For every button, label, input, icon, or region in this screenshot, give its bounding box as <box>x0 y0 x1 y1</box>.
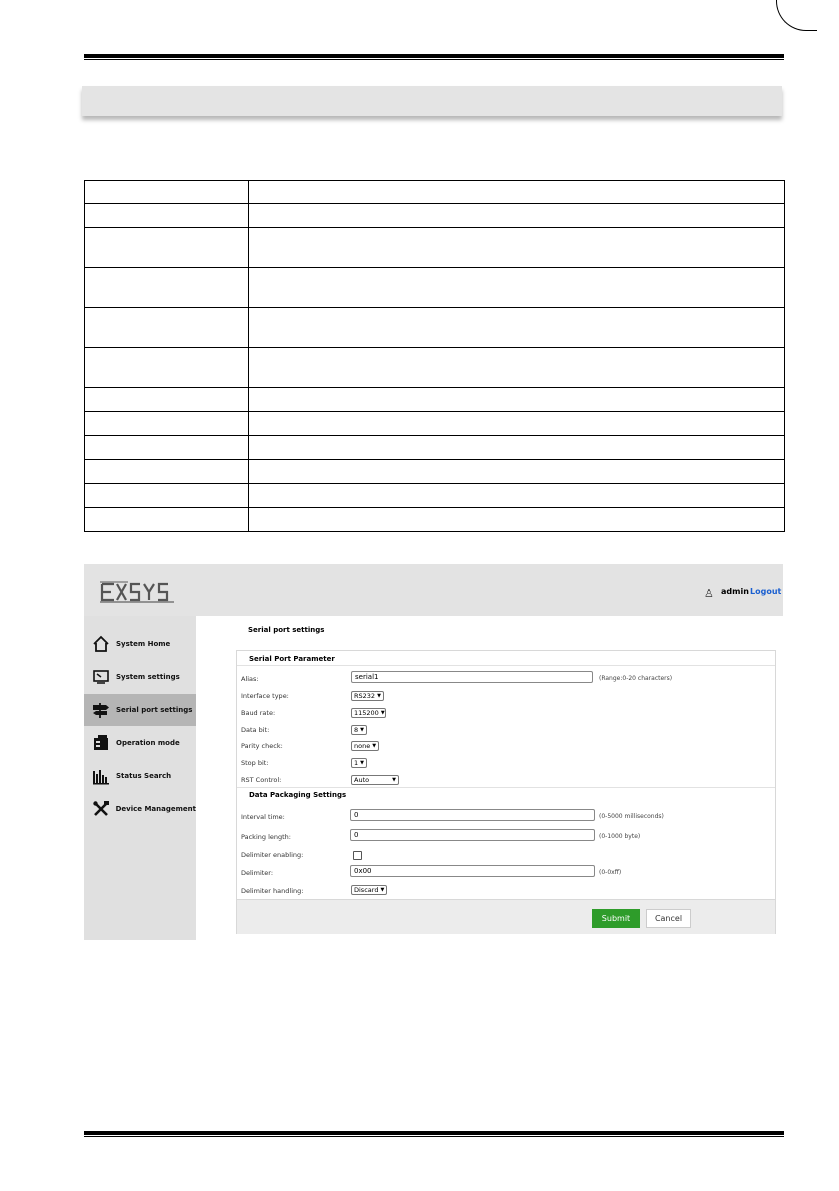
interface-type-select[interactable] <box>351 691 384 701</box>
sidebar-item-label: System settings <box>116 673 180 681</box>
sidebar-item-label: System Home <box>116 640 171 648</box>
baud-rate-label: Baud rate: <box>241 709 276 717</box>
web-ui-screenshot <box>84 564 783 940</box>
main-content <box>196 616 783 940</box>
table-row <box>85 228 785 268</box>
packing-length-input[interactable] <box>350 829 595 841</box>
interface-type-label: Interface type: <box>241 692 289 700</box>
chevron-down-icon: ▼ <box>360 760 364 766</box>
interface-type-value: RS232 <box>354 692 376 700</box>
data-bit-value: 8 <box>354 726 359 734</box>
interval-time-input[interactable] <box>350 809 595 821</box>
sidebar-item-label: Operation mode <box>116 739 180 747</box>
data-bit-label: Data bit: <box>241 726 270 734</box>
baud-rate-select[interactable] <box>351 708 386 718</box>
table-row <box>85 308 785 348</box>
interval-time-hint: (0-5000 milliseconds) <box>599 813 664 820</box>
footer-rule <box>84 1131 784 1135</box>
interval-time-label: Interval time: <box>241 813 285 821</box>
page-corner-mark <box>776 0 817 31</box>
packing-length-hint: (0-1000 byte) <box>599 833 641 840</box>
logout-link[interactable]: Logout <box>750 587 782 596</box>
alias-input[interactable] <box>351 671 593 683</box>
top-bar <box>84 564 783 616</box>
sidebar-item-operation-mode[interactable] <box>84 727 196 759</box>
sidebar-item-serial-port-settings[interactable] <box>84 694 196 726</box>
divider <box>237 787 775 788</box>
submit-button[interactable]: Submit <box>592 909 640 928</box>
sidebar-item-label: Device Management <box>115 805 196 813</box>
delimiter-label: Delimiter: <box>241 869 274 877</box>
table-row <box>85 268 785 308</box>
chevron-down-icon: ▼ <box>380 887 385 893</box>
rst-control-value: Auto <box>354 776 370 784</box>
rst-control-label: RST Control: <box>241 776 282 784</box>
table-row <box>85 388 785 412</box>
parity-check-select[interactable] <box>351 741 379 751</box>
footer-rule-thin <box>84 1136 784 1137</box>
table-row <box>85 436 785 460</box>
chevron-down-icon: ▼ <box>372 743 377 749</box>
delimiter-handling-value: Discard <box>354 886 379 894</box>
packaging-section-title: Data Packaging Settings <box>249 791 347 799</box>
user-icon: ♙ <box>704 587 714 600</box>
table-row <box>85 484 785 508</box>
machine-icon <box>91 733 111 753</box>
section-header-band <box>82 86 782 116</box>
stop-bit-select[interactable] <box>351 758 367 768</box>
sidebar <box>84 616 196 940</box>
parity-check-label: Parity check: <box>241 742 283 750</box>
monitor-icon <box>91 667 111 687</box>
stop-bit-label: Stop bit: <box>241 759 269 767</box>
chevron-down-icon: ▼ <box>377 693 381 699</box>
chevron-down-icon: ▼ <box>360 727 364 733</box>
page-title: Serial port settings <box>248 626 325 634</box>
table-row <box>85 508 785 532</box>
table-row <box>85 460 785 484</box>
spec-table <box>84 180 785 532</box>
sidebar-item-device-management[interactable] <box>84 793 196 825</box>
delimiter-hint: (0-0xff) <box>599 869 622 876</box>
delimiter-input[interactable] <box>350 865 595 877</box>
delimiter-handling-select[interactable] <box>351 885 387 895</box>
sidebar-item-label: Status Search <box>116 772 172 780</box>
table-row <box>85 412 785 436</box>
sidebar-item-system-home[interactable] <box>84 628 196 660</box>
serial-section-title: Serial Port Parameter <box>249 655 335 663</box>
data-bit-select[interactable] <box>351 725 367 735</box>
sidebar-item-label: Serial port settings <box>116 706 193 714</box>
form-footer <box>237 899 775 934</box>
baud-rate-value: 115200 <box>354 709 379 717</box>
home-icon <box>91 634 111 654</box>
equalizer-icon <box>91 766 111 786</box>
parity-check-value: none <box>354 742 371 750</box>
stop-bit-value: 1 <box>354 759 359 767</box>
alias-hint: (Range:0-20 characters) <box>599 675 673 682</box>
chevron-down-icon: ▼ <box>380 710 385 716</box>
packing-length-label: Packing length: <box>241 833 291 841</box>
delimiter-enabling-checkbox[interactable] <box>353 851 362 860</box>
delimiter-enabling-label: Delimiter enabling: <box>241 851 304 859</box>
chevron-down-icon: ▼ <box>392 777 396 783</box>
header-rule-thin <box>84 59 784 60</box>
cancel-button[interactable]: Cancel <box>646 909 691 928</box>
signpost-icon <box>91 700 111 720</box>
user-name: admin <box>721 587 749 596</box>
sidebar-item-status-search[interactable] <box>84 760 196 792</box>
table-row <box>85 204 785 228</box>
exsys-logo <box>98 572 178 610</box>
settings-panel <box>236 650 776 934</box>
sidebar-item-system-settings[interactable] <box>84 661 196 693</box>
table-row <box>85 181 785 204</box>
tools-icon <box>91 799 111 819</box>
delimiter-handling-label: Delimiter handling: <box>241 887 304 895</box>
alias-label: Alias: <box>241 675 259 683</box>
divider <box>237 665 775 666</box>
rst-control-select[interactable] <box>351 775 399 785</box>
table-row <box>85 348 785 388</box>
header-rule <box>84 54 784 58</box>
